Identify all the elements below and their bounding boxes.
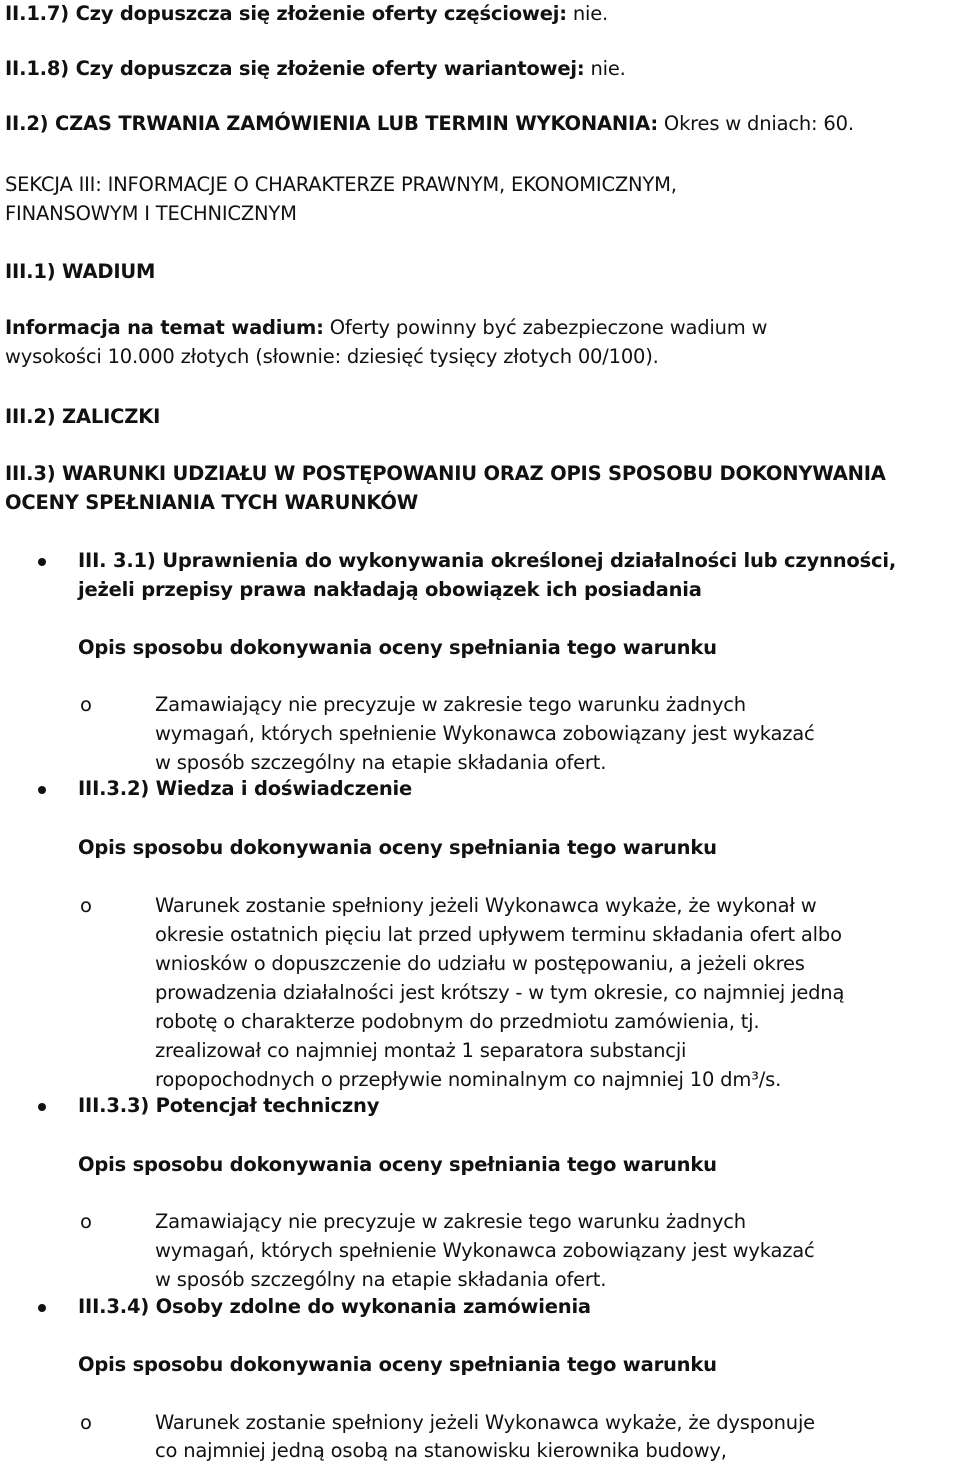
condition-2-title: III.3.2) Wiedza i doświadczenie <box>78 777 413 800</box>
condition-2-bullet <box>38 786 46 794</box>
condition-2-opis-heading: Opis sposobu dokonywania oceny spełniania tego warunku <box>78 836 717 859</box>
condition-1-bullet <box>38 558 46 566</box>
condition-4-opis-heading: Opis sposobu dokonywania oceny spełniania tego warunku <box>78 1353 717 1376</box>
condition-3-title: III.3.3) Potencjał techniczny <box>78 1094 380 1117</box>
condition-3-bullet <box>38 1103 46 1111</box>
wadium-heading: III.1) WADIUM <box>5 260 156 283</box>
condition-2-desc-line1: Warunek zostanie spełniony jeżeli Wykonawca wykaże, że wykonał w <box>155 894 817 917</box>
condition-2-desc-line4: prowadzenia działalności jest krótszy - w tym okresie, co najmniej jedną <box>155 981 845 1004</box>
condition-4-desc-line1: Warunek zostanie spełniony jeżeli Wykonawca wykaże, że dysponuje <box>155 1411 815 1434</box>
variant-offer-line <box>5 55 626 83</box>
condition-3-circle-marker: o <box>80 1210 92 1233</box>
condition-3-desc-line1: Zamawiający nie precyzuje w zakresie tego warunku żadnych <box>155 1210 746 1233</box>
wadium-info-line1 <box>5 314 767 342</box>
partial-offer-line <box>5 0 608 28</box>
condition-3-desc-line3: w sposób szczególny na etapie składania ofert. <box>155 1268 607 1291</box>
wadium-info-text: Oferty powinny być zabezpieczone wadium w <box>329 316 768 339</box>
condition-3-desc-line2: wymagań, których spełnienie Wykonawca zobowiązany jest wykazać <box>155 1239 815 1262</box>
partial-offer-value: nie. <box>572 2 609 25</box>
conditions-heading-line1: III.3) WARUNKI UDZIAŁU W POSTĘPOWANIU ORAZ OPIS SPOSOBU DOKONYWANIA <box>5 462 886 485</box>
condition-1-title-line2: jeżeli przepisy prawa nakładają obowiązek ich posiadania <box>78 578 702 601</box>
condition-2-circle-marker: o <box>80 894 92 917</box>
partial-offer-label: II.1.7) Czy dopuszcza się złożenie oferty częściowej: <box>5 2 567 25</box>
condition-4-bullet <box>38 1304 46 1312</box>
condition-2-desc-line5: robotę o charakterze podobnym do przedmiotu zamówienia, tj. <box>155 1010 760 1033</box>
section-3-title-line2: FINANSOWYM I TECHNICZNYM <box>5 202 297 225</box>
variant-offer-value: nie. <box>590 57 626 80</box>
duration-value: Okres w dniach: 60. <box>663 112 854 135</box>
wadium-info-line2: wysokości 10.000 złotych (słownie: dziesięć tysięcy złotych 00/100). <box>5 345 659 368</box>
condition-1-desc-line1: Zamawiający nie precyzuje w zakresie tego warunku żadnych <box>155 693 746 716</box>
condition-1-title-line1: III. 3.1) Uprawnienia do wykonywania określonej działalności lub czynności, <box>78 549 897 572</box>
advances-heading: III.2) ZALICZKI <box>5 405 161 428</box>
variant-offer-label: II.1.8) Czy dopuszcza się złożenie oferty wariantowej: <box>5 57 585 80</box>
condition-2-desc-line3: wniosków o dopuszczenie do udziału w postępowaniu, a jeżeli okres <box>155 952 805 975</box>
condition-1-opis-heading: Opis sposobu dokonywania oceny spełniania tego warunku <box>78 636 717 659</box>
condition-4-title: III.3.4) Osoby zdolne do wykonania zamówienia <box>78 1295 591 1318</box>
wadium-info-label: Informacja na temat wadium: <box>5 316 324 339</box>
condition-1-desc-line3: w sposób szczególny na etapie składania ofert. <box>155 751 607 774</box>
condition-2-desc-line7: ropopochodnych o przepływie nominalnym co najmniej 10 dm³/s. <box>155 1068 782 1091</box>
duration-label: II.2) CZAS TRWANIA ZAMÓWIENIA LUB TERMIN WYKONANIA: <box>5 112 658 135</box>
condition-2-desc-line6: zrealizował co najmniej montaż 1 separatora substancji <box>155 1039 687 1062</box>
condition-4-circle-marker: o <box>80 1411 92 1434</box>
condition-2-desc-line2: okresie ostatnich pięciu lat przed upływem terminu składania ofert albo <box>155 923 842 946</box>
conditions-heading-line2: OCENY SPEŁNIANIA TYCH WARUNKÓW <box>5 491 419 514</box>
condition-1-desc-line2: wymagań, których spełnienie Wykonawca zobowiązany jest wykazać <box>155 722 815 745</box>
condition-4-desc-line2: co najmniej jedną osobą na stanowisku kierownika budowy, <box>155 1439 727 1462</box>
section-3-title-line1: SEKCJA III: INFORMACJE O CHARAKTERZE PRAWNYM, EKONOMICZNYM, <box>5 173 677 196</box>
condition-3-opis-heading: Opis sposobu dokonywania oceny spełniania tego warunku <box>78 1153 717 1176</box>
condition-1-circle-marker: o <box>80 693 92 716</box>
duration-line <box>5 110 854 138</box>
